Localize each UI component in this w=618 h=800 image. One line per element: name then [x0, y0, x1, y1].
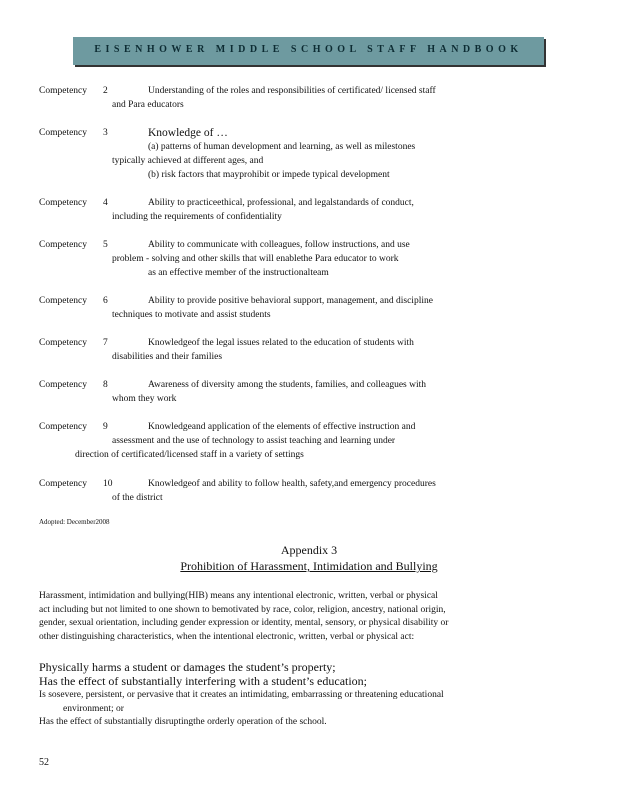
competency-text: Ability to communicate with colleagues, follow instructions, and use: [148, 240, 410, 250]
paragraph-line: Harassment, intimidation and bullying(HIB) means any intentional electronic, written, verbal or physical: [39, 591, 438, 601]
competency-number: 2: [103, 86, 108, 96]
criteria-line: Has the effect of substantially disruptingthe orderly operation of the school.: [39, 717, 327, 727]
competency-text: Ability to provide positive behavioral support, management, and discipline: [148, 296, 433, 306]
competency-text: Ability to practiceethical, professional, and legalstandards of conduct,: [148, 198, 414, 208]
page-number: 52: [39, 757, 49, 768]
competency-text: (a) patterns of human development and learning, as well as milestones: [148, 142, 416, 152]
competency-text: Knowledgeand application of the elements of effective instruction and: [148, 422, 416, 432]
competency-number: 8: [103, 380, 108, 390]
criteria-line: environment; or: [63, 703, 124, 714]
competency-number: 9: [103, 422, 108, 432]
competency-text: techniques to motivate and assist students: [112, 310, 271, 320]
competency-number: 10: [103, 479, 113, 489]
appendix-title: [0, 559, 618, 574]
competency-number: 6: [103, 296, 108, 306]
competency-text: typically achieved at different ages, and: [112, 156, 264, 166]
competency-text: as an effective member of the instructionalteam: [148, 268, 329, 278]
competency-text: Knowledgeof and ability to follow health, safety,and emergency procedures: [148, 479, 436, 489]
competency-label: Competency: [39, 422, 88, 432]
competency-text: and Para educators: [112, 100, 184, 110]
competency-text: including the requirements of confidentiality: [112, 212, 282, 222]
competency-label: Competency: [39, 128, 88, 138]
hib-criteria-1: Physically harms a student or damages the student’s property;: [39, 660, 336, 674]
competency-label: Competency: [39, 198, 88, 208]
paragraph-line: gender, sexual orientation, including gender expression or identity, mental, sensory, or physical disability or: [39, 618, 449, 628]
appendix-title-text: Prohibition of Harassment, Intimidation and Bullying: [180, 559, 438, 573]
competency-label: Competency: [39, 479, 88, 489]
paragraph-line: other distinguishing characteristics, when the intentional electronic, written, verbal or physical act:: [39, 631, 415, 642]
appendix-label: Appendix 3: [280, 543, 338, 557]
competency-label: Competency: [39, 86, 88, 96]
hib-definition-paragraph: [39, 590, 579, 644]
competency-number: 3: [103, 128, 108, 138]
handbook-header-bar: [73, 37, 544, 65]
competency-number: 5: [103, 240, 108, 250]
competency-text: whom they work: [112, 394, 177, 404]
competency-number: 4: [103, 198, 108, 208]
hib-criteria-small: [39, 689, 579, 730]
competency-label: Competency: [39, 380, 88, 390]
competency-text: Awareness of diversity among the students, families, and colleagues with: [148, 380, 426, 390]
adopted-date: Adopted: December2008: [39, 518, 110, 526]
competency-text: (b) risk factors that mayprohibit or impede typical development: [148, 170, 390, 180]
paragraph-line: act including but not limited to one shown to bemotivated by race, color, religion, ancestry, national origin,: [39, 604, 446, 615]
hib-criteria-2: Has the effect of substantially interfering with a student’s education;: [39, 674, 368, 688]
competency-text: Knowledgeof the legal issues related to the education of students with: [148, 338, 414, 348]
competency-label: Competency: [39, 338, 88, 348]
competency-text: disabilities and their families: [112, 352, 223, 362]
competency-text: problem - solving and other skills that will enablethe Para educator to work: [112, 254, 399, 264]
handbook-title: EISENHOWER MIDDLE SCHOOL STAFF HANDBOOK: [94, 44, 523, 55]
competency-label: Competency: [39, 296, 88, 306]
competency-text: Understanding of the roles and responsibilities of certificated/ licensed staff: [148, 86, 436, 96]
criteria-line: Is sosevere, persistent, or pervasive that it creates an intimidating, embarrassing or threatening educational: [39, 690, 444, 700]
competency-text: Knowledge of …: [148, 127, 228, 139]
competency-label: Competency: [39, 240, 88, 250]
competency-text: assessment and the use of technology to assist teaching and learning under: [112, 436, 396, 446]
competency-number: 7: [103, 338, 108, 348]
competency-text: direction of certificated/licensed staff in a variety of settings: [75, 450, 304, 460]
competency-text: of the district: [112, 493, 163, 503]
